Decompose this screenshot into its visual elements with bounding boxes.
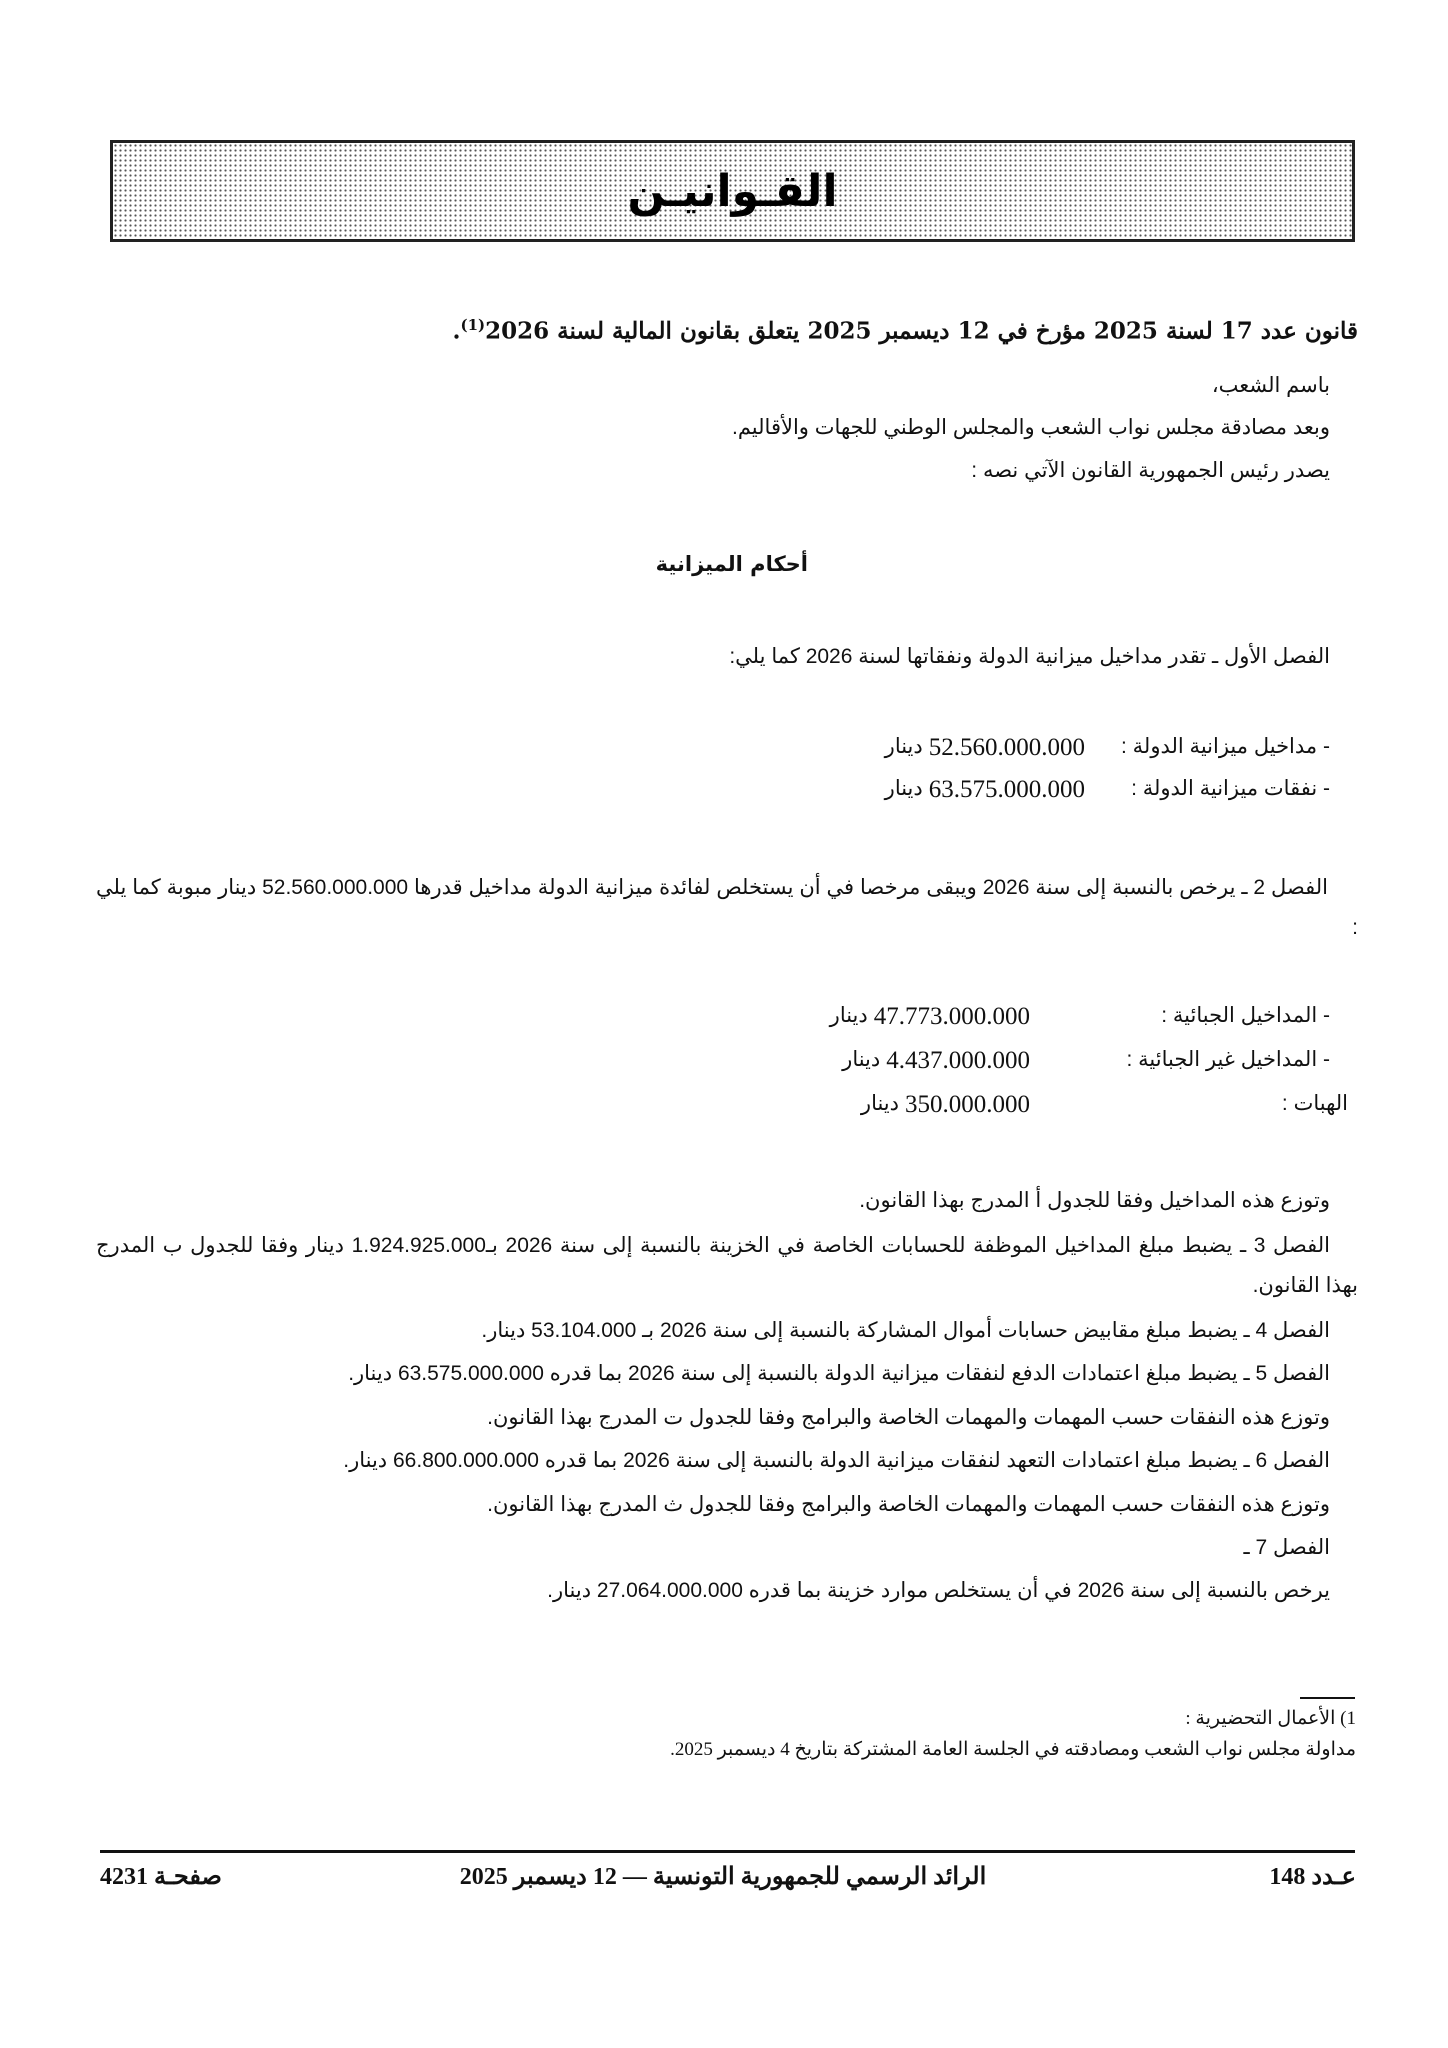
article-1-text: الفصل الأول ـ تقدر مداخيل ميزانية الدولة ونفقاتها لسنة 2026 كما يلي: bbox=[729, 645, 1330, 668]
item-value: 4.437.000.000 bbox=[886, 1047, 1030, 1074]
section-heading: أحكام الميزانية bbox=[655, 552, 808, 576]
article-2-item-grants bbox=[861, 1091, 1348, 1119]
article-7-text: يرخص بالنسبة إلى سنة 2026 في أن يستخلص موارد خزينة بما قدره 27.064.000.000 دينار. bbox=[547, 1579, 1330, 1602]
preamble-line-3: يصدر رئيس الجمهورية القانون الآتي نصه : bbox=[971, 459, 1330, 482]
footnote-marker[interactable]: (1) bbox=[460, 316, 486, 334]
article-1-item-revenue bbox=[885, 734, 1330, 762]
item-unit: دينار bbox=[860, 1092, 899, 1115]
item-label: - المداخيل الجبائية : bbox=[1161, 1004, 1330, 1027]
preamble-line-1: باسم الشعب، bbox=[1211, 374, 1330, 397]
item-unit: دينار bbox=[829, 1004, 868, 1027]
item-label: - المداخيل غير الجبائية : bbox=[1126, 1048, 1330, 1071]
article-4-text: الفصل 4 ـ يضبط مبلغ مقابيض حسابات أموال المشاركة بالنسبة إلى سنة 2026 بـ 53.104.000 دينار. bbox=[481, 1319, 1330, 1342]
footnote-rule bbox=[1300, 1697, 1355, 1699]
footer-rule bbox=[100, 1850, 1355, 1853]
footer-page-number: صفحـة 4231 bbox=[100, 1864, 222, 1890]
law-title-end: . bbox=[452, 317, 461, 345]
article-2-distribution: وتوزع هذه المداخيل وفقا للجدول أ المدرج بهذا القانون. bbox=[859, 1189, 1330, 1212]
item-label: الهبات : bbox=[1281, 1092, 1348, 1115]
law-title bbox=[98, 316, 1358, 345]
item-unit: دينار bbox=[884, 777, 923, 800]
article-5-text: الفصل 5 ـ يضبط مبلغ اعتمادات الدفع لنفقات ميزانية الدولة بالنسبة إلى سنة 2026 بما قدره 63.575.000.000 دينار. bbox=[348, 1362, 1330, 1385]
item-value: 350.000.000 bbox=[905, 1091, 1030, 1118]
article-1-item-expenses bbox=[885, 776, 1330, 804]
article-6-text: الفصل 6 ـ يضبط مبلغ اعتمادات التعهد لنفقات ميزانية الدولة بالنسبة إلى سنة 2026 بما قدره 66.800.000.000 دينار. bbox=[343, 1449, 1330, 1472]
section-banner bbox=[110, 140, 1355, 242]
preamble-line-2: وبعد مصادقة مجلس نواب الشعب والمجلس الوطني للجهات والأقاليم. bbox=[732, 416, 1330, 439]
item-unit: دينار bbox=[884, 735, 923, 758]
law-title-text: قانون عدد 17 لسنة 2025 مؤرخ في 12 ديسمبر 2025 يتعلق بقانون المالية لسنة 2026 bbox=[485, 317, 1358, 345]
footnote-text: مداولة مجلس نواب الشعب ومصادقته في الجلسة العامة المشتركة بتاريخ 4 ديسمبر 2025. bbox=[670, 1739, 1356, 1760]
footer-gazette-title: الرائد الرسمي للجمهورية التونسية — 12 ديسمبر 2025 bbox=[459, 1864, 987, 1890]
article-3-text: الفصل 3 ـ يضبط مبلغ المداخيل الموظفة للحسابات الخاصة في الخزينة بالنسبة إلى سنة 2026 بـ1.924.925.000 دينار وفقا للجدول ب المدرج بهذا القانون. bbox=[96, 1234, 1358, 1297]
item-value: 47.773.000.000 bbox=[873, 1003, 1030, 1030]
item-value: 52.560.000.000 bbox=[928, 734, 1085, 761]
banner-title: القـوانيـن bbox=[627, 165, 838, 217]
item-unit: دينار bbox=[842, 1048, 881, 1071]
article-2-item-nontax bbox=[842, 1047, 1330, 1075]
article-2-item-tax bbox=[830, 1003, 1330, 1031]
article-7-heading: الفصل 7 ـ bbox=[1243, 1536, 1330, 1559]
article-5-distribution: وتوزع هذه النفقات حسب المهمات والمهمات الخاصة والبرامج وفقا للجدول ت المدرج بهذا القانون. bbox=[487, 1406, 1330, 1429]
footer-issue-number: عـدد 148 bbox=[1269, 1864, 1356, 1890]
item-label: - مداخيل ميزانية الدولة : bbox=[1121, 735, 1330, 758]
item-label: - نفقات ميزانية الدولة : bbox=[1131, 777, 1330, 800]
item-value: 63.575.000.000 bbox=[928, 776, 1085, 803]
article-6-distribution: وتوزع هذه النفقات حسب المهمات والمهمات الخاصة والبرامج وفقا للجدول ث المدرج بهذا القانون. bbox=[487, 1493, 1330, 1516]
article-2-text: الفصل 2 ـ يرخص بالنسبة إلى سنة 2026 ويبقى مرخصا في أن يستخلص لفائدة ميزانية الدولة مداخيل قدرها 52.560.000.000 دينار مبوبة كما يلي : bbox=[96, 876, 1358, 939]
footnote-title: 1) الأعمال التحضيرية : bbox=[1185, 1708, 1356, 1729]
